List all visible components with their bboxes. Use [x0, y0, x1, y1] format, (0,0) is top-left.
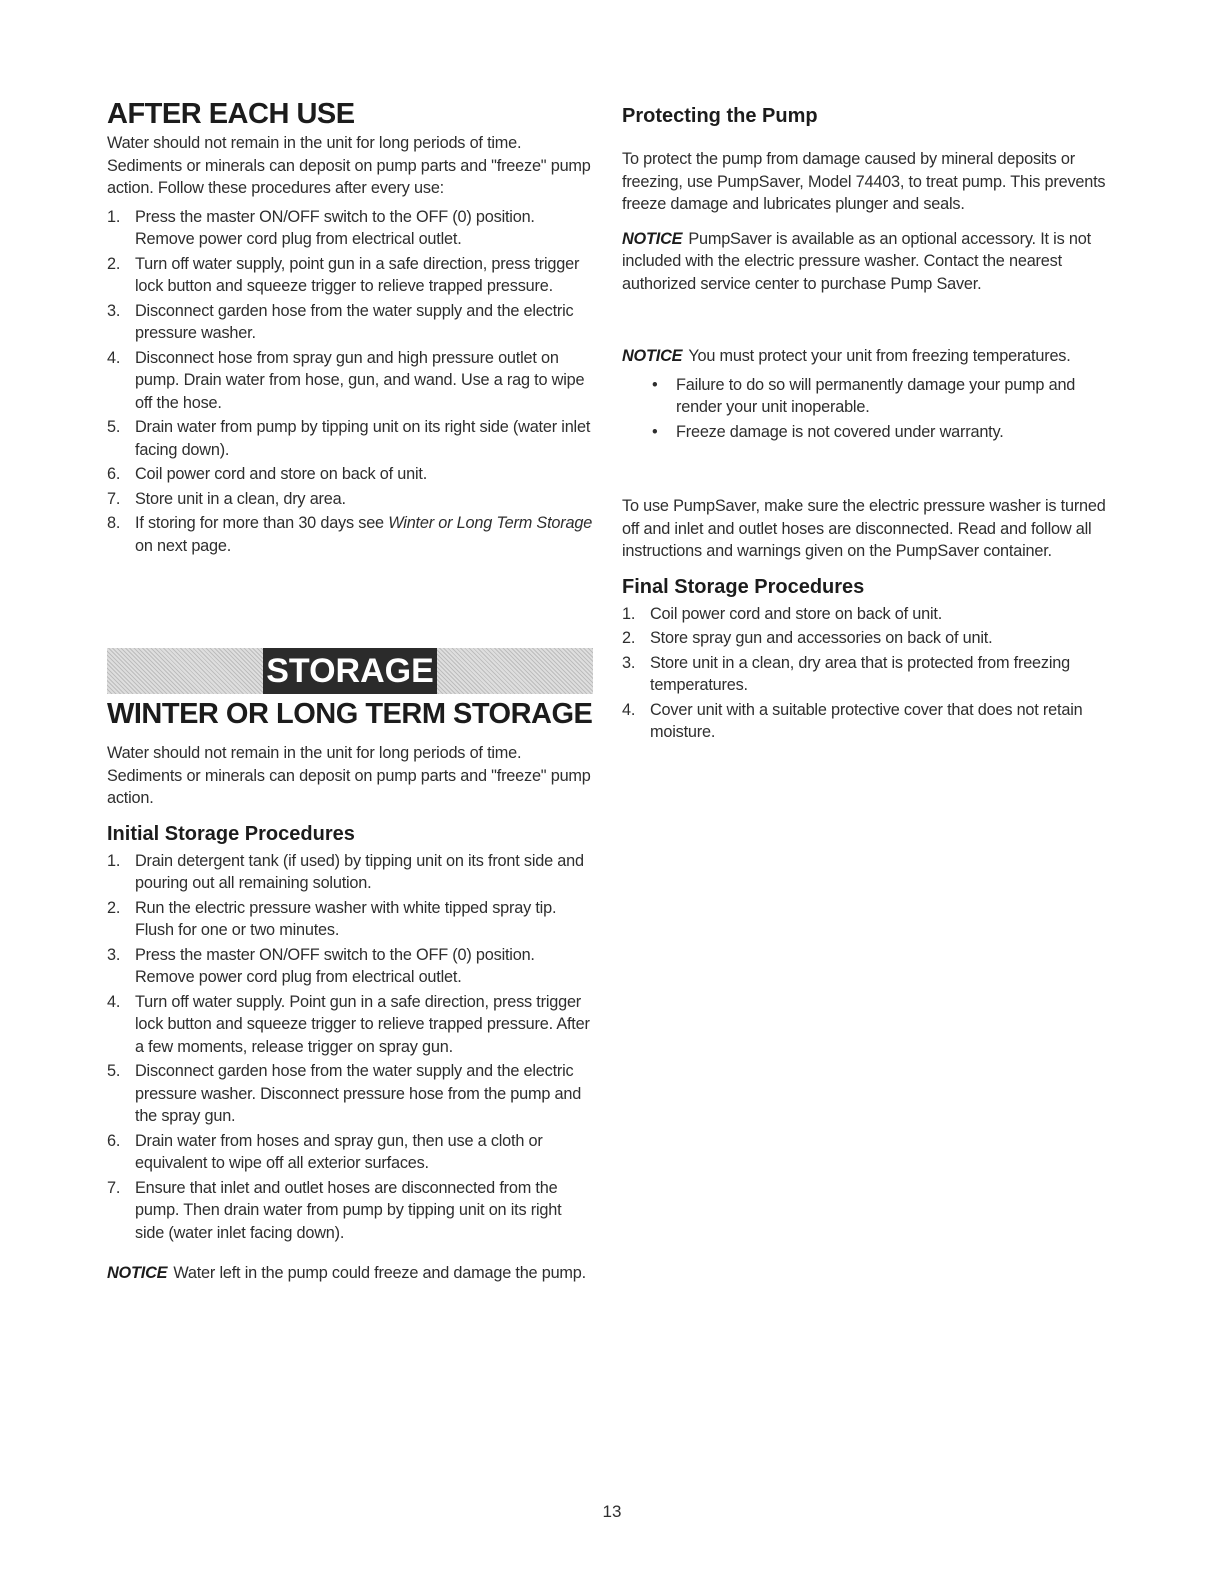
list-item: 3. Press the master ON/OFF switch to the OFF (0) position. Remove power cord plug from electrical outlet. — [107, 945, 535, 986]
list-item: 4. Cover unit with a suitable protective cover that does not retain moisture. — [622, 700, 1083, 741]
freezing-notice: NOTICE You must protect your unit from freezing temperatures. — [622, 347, 1071, 365]
right-column — [622, 104, 1110, 746]
left-column — [107, 98, 593, 559]
list-item: 2. Turn off water supply, point gun in a safe direction, press trigger lock button and squeeze trigger to relieve trapped pressure. — [107, 254, 580, 295]
list-item: 5. Disconnect garden hose from the water supply and the electric pressure washer. Disconnect pressure hose from the pump and the spray gun. — [107, 1062, 582, 1125]
final-storage-heading: Final Storage Procedures — [622, 575, 865, 598]
winter-intro: Water should not remain in the unit for long periods of time. Sediments or minerals can deposit on pump parts and "freeze" pump action. — [107, 744, 591, 807]
list-item: 1. Press the master ON/OFF switch to the OFF (0) position. Remove power cord plug from electrical outlet. — [107, 207, 535, 248]
list-item: 6. Drain water from hoses and spray gun, then use a cloth or equivalent to wipe off all exterior surfaces. — [107, 1131, 543, 1172]
after-each-use-steps — [107, 206, 593, 558]
list-item: 8. If storing for more than 30 days see Winter or Long Term Storage on next page. — [107, 514, 593, 555]
winter-notice: NOTICE Water left in the pump could freeze and damage the pump. — [107, 1264, 586, 1282]
after-each-use-intro: Water should not remain in the unit for long periods of time. Sediments or minerals can deposit on pump parts and "freeze" pump action. Follow these procedures after every use: — [107, 134, 591, 197]
storage-banner-title: STORAGE — [263, 648, 437, 694]
notice-label: NOTICE — [622, 229, 683, 248]
list-item: • Failure to do so will permanently damage your pump and render your unit inoperable. — [652, 375, 1076, 416]
list-item: 7. Ensure that inlet and outlet hoses are disconnected from the pump. Then drain water from pump by tipping unit on its right side (water inlet facing down). — [107, 1178, 562, 1242]
list-item: 2. Store spray gun and accessories on back of unit. — [622, 629, 993, 647]
winter-storage-heading: WINTER OR LONG TERM STORAGE — [107, 698, 593, 730]
page-number: 13 — [602, 1502, 622, 1521]
list-item: • Freeze damage is not covered under warranty. — [652, 421, 1110, 444]
protecting-pump-heading: Protecting the Pump — [622, 105, 818, 127]
after-each-use-heading: AFTER EACH USE — [107, 98, 355, 130]
final-storage-steps — [622, 603, 1110, 744]
initial-storage-steps — [107, 850, 593, 1245]
protecting-pump-body: To protect the pump from damage caused by mineral deposits or freezing, use PumpSaver, Model 74403, to treat pump. This prevents freeze damage and lubricates plunger and seals. — [622, 150, 1106, 213]
list-item: 4. Turn off water supply. Point gun in a safe direction, press trigger lock button and squeeze trigger to relieve trapped pressure. After a few moments, release trigger on spray gun. — [107, 992, 590, 1056]
list-item: 1. Coil power cord and store on back of unit. — [622, 604, 943, 623]
storage-banner — [107, 648, 593, 694]
notice-label: NOTICE — [107, 1264, 168, 1282]
list-item: 2. Run the electric pressure washer with white tipped spray tip. Flush for one or two minutes. — [107, 898, 557, 939]
freezing-warnings — [622, 374, 1110, 444]
list-item: 3. Store unit in a clean, dry area that is protected from freezing temperatures. — [622, 653, 1070, 694]
cross-reference: Winter or Long Term Storage — [388, 514, 593, 532]
list-item: 5. Drain water from pump by tipping unit on its right side (water inlet facing down). — [107, 418, 591, 459]
initial-storage-heading: Initial Storage Procedures — [107, 822, 355, 845]
winter-section — [107, 698, 593, 1285]
bullet-icon: • — [652, 375, 658, 394]
list-item: 6. Coil power cord and store on back of unit. — [107, 465, 428, 483]
list-item: 3. Disconnect garden hose from the water supply and the electric pressure washer. — [107, 301, 574, 342]
pumpsaver-notice: NOTICE PumpSaver is available as an optional accessory. It is not included with the electric pressure washer. Contact the nearest authorized service center to purchase Pump Saver. — [622, 229, 1091, 293]
list-item: 1. Drain detergent tank (if used) by tipping unit on its front side and pouring out all remaining solution. — [107, 851, 584, 892]
list-item: 4. Disconnect hose from spray gun and high pressure outlet on pump. Drain water from hose, gun, and wand. Use a rag to wipe off the hose. — [107, 348, 585, 412]
list-item: 7. Store unit in a clean, dry area. — [107, 489, 346, 508]
pumpsaver-usage: To use PumpSaver, make sure the electric pressure washer is turned off and inlet and outlet hoses are disconnected. Read and follow all instructions and warnings given on the PumpSaver container. — [622, 497, 1106, 560]
notice-label: NOTICE — [622, 347, 683, 365]
bullet-icon: • — [652, 422, 658, 441]
